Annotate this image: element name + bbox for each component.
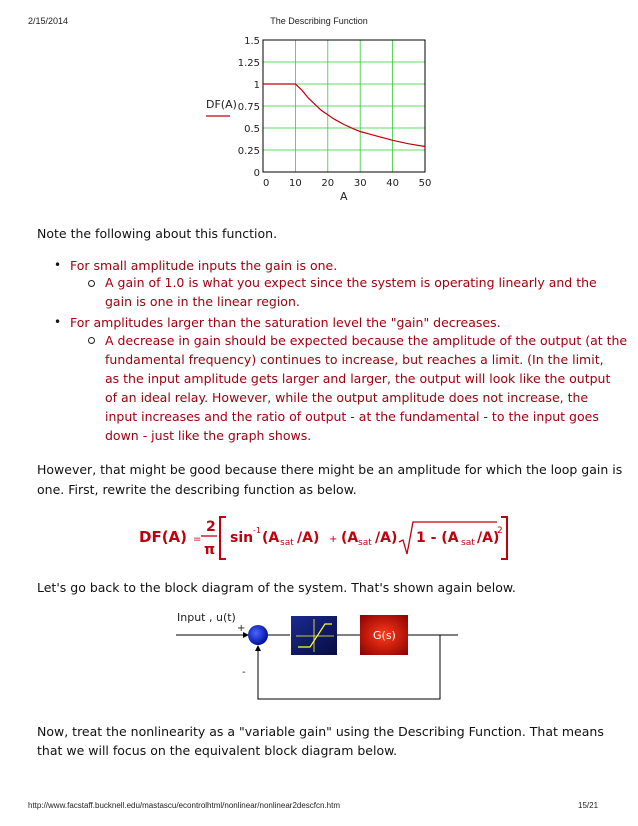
- paragraph-3-line-2: that we will focus on the equivalent block diagram below.: [37, 743, 398, 758]
- eq-numerator: 2: [206, 519, 216, 535]
- bullet-dot: •: [54, 315, 62, 329]
- bullet-2-sub-line-4: of an ideal relay. However, while the output amplitude does not increase, the: [105, 390, 589, 405]
- y-tick-label: 0.75: [237, 102, 260, 113]
- y-tick-label: 0.25: [237, 146, 260, 157]
- bullet-dot: •: [54, 258, 62, 272]
- paragraph-3-line-1: Now, treat the nonlinearity as a "variable gain" using the Describing Function. That means: [37, 724, 604, 739]
- eq-equals: =: [193, 534, 202, 545]
- paragraph-1-line-1: However, that might be good because there might be an amplitude for which the loop gain is: [37, 462, 623, 477]
- plus-sign: +: [237, 623, 246, 634]
- y-tick-label: 0.5: [244, 124, 260, 135]
- x-tick-label: 0: [263, 178, 270, 189]
- eq-denominator: π: [204, 542, 216, 558]
- summing-junction: [248, 625, 268, 645]
- y-tick-label: 1.25: [237, 58, 260, 69]
- y-tick-label: 1: [253, 80, 260, 91]
- eq-right-bracket: [501, 517, 507, 559]
- paragraph-1-line-2: one. First, rewrite the describing function as below.: [37, 482, 357, 497]
- x-tick-label: 30: [353, 178, 367, 189]
- page-title: The Describing Function: [270, 16, 368, 26]
- eq-square: 2: [497, 526, 503, 536]
- sub-bullet-circle: [88, 337, 95, 344]
- bullet-2-sub-line-2: fundamental frequency) continues to increase, but reaches a limit. (In the limit,: [105, 352, 604, 367]
- page-number: 15/21: [578, 801, 599, 810]
- x-tick-label: 20: [321, 178, 335, 189]
- eq-sqrt-body: 1 - (A: [416, 530, 459, 546]
- eq-open-2: (A: [341, 530, 359, 546]
- paragraph-2: Let's go back to the block diagram of the system. That's shown again below.: [37, 580, 516, 595]
- sub-bullet-circle: [88, 280, 95, 287]
- eq-sat-3: sat: [461, 538, 475, 548]
- df-curve: [263, 84, 425, 147]
- bullet-2-sub-line-6: down - just like the graph shows.: [105, 428, 312, 443]
- x-tick-label: 10: [289, 178, 302, 189]
- describing-function-equation: [135, 512, 515, 564]
- y-axis-label: DF(A): [206, 98, 237, 111]
- eq-sat-2: sat: [358, 538, 372, 548]
- bullet-2-sub-line-1: A decrease in gain should be expected because the amplitude of the output (at the: [105, 333, 628, 348]
- chart-grid: [263, 40, 425, 172]
- minus-sign: -: [242, 667, 246, 678]
- note-text: Note the following about this function.: [37, 226, 278, 241]
- bullet-1: For small amplitude inputs the gain is one.: [70, 258, 338, 273]
- eq-open-1: (A: [262, 530, 280, 546]
- x-tick-label: 40: [386, 178, 399, 189]
- x-tick-labels: [263, 178, 431, 189]
- eq-plus: +: [329, 534, 338, 545]
- eq-inverse: -1: [253, 526, 261, 535]
- eq-sat-1: sat: [280, 538, 294, 548]
- print-date: 2/15/2014: [28, 16, 69, 26]
- bullet-1-sub-line-2: gain is one in the linear region.: [105, 294, 300, 309]
- feedback-path: [258, 635, 440, 699]
- eq-left-bracket: [220, 517, 226, 559]
- y-tick-labels: [238, 36, 260, 179]
- eq-sin: sin: [230, 530, 254, 546]
- eq-lhs: DF(A): [139, 528, 188, 546]
- input-label: Input , u(t): [177, 611, 236, 624]
- block-diagram: [170, 605, 470, 705]
- footer-url: http://www.facstaff.bucknell.edu/mastascu/econtrolhtml/nonlinear/nonlinear2descfcn.htm: [28, 801, 341, 810]
- bullet-2-sub-line-5: input increases and the ratio of output - at the fundamental - to the input goes: [105, 409, 599, 424]
- x-axis-label: A: [340, 190, 348, 203]
- plant-label: G(s): [373, 629, 396, 642]
- eq-close-1: /A): [297, 530, 320, 546]
- eq-close-2: /A): [375, 530, 398, 546]
- feedback-arrow: [255, 645, 261, 651]
- y-tick-label: 0: [253, 168, 260, 179]
- bullet-1-sub-line-1: A gain of 1.0 is what you expect since the system is operating linearly and the: [105, 275, 597, 290]
- eq-close-3: /A): [477, 530, 500, 546]
- bullet-2: For amplitudes larger than the saturation level the "gain" decreases.: [70, 315, 501, 330]
- describing-function-chart: [190, 28, 450, 208]
- bullet-2-sub-line-3: as the input amplitude gets larger and larger, the output will look like the output: [105, 371, 611, 386]
- y-tick-label: 1.5: [244, 36, 260, 47]
- x-tick-label: 50: [418, 178, 432, 189]
